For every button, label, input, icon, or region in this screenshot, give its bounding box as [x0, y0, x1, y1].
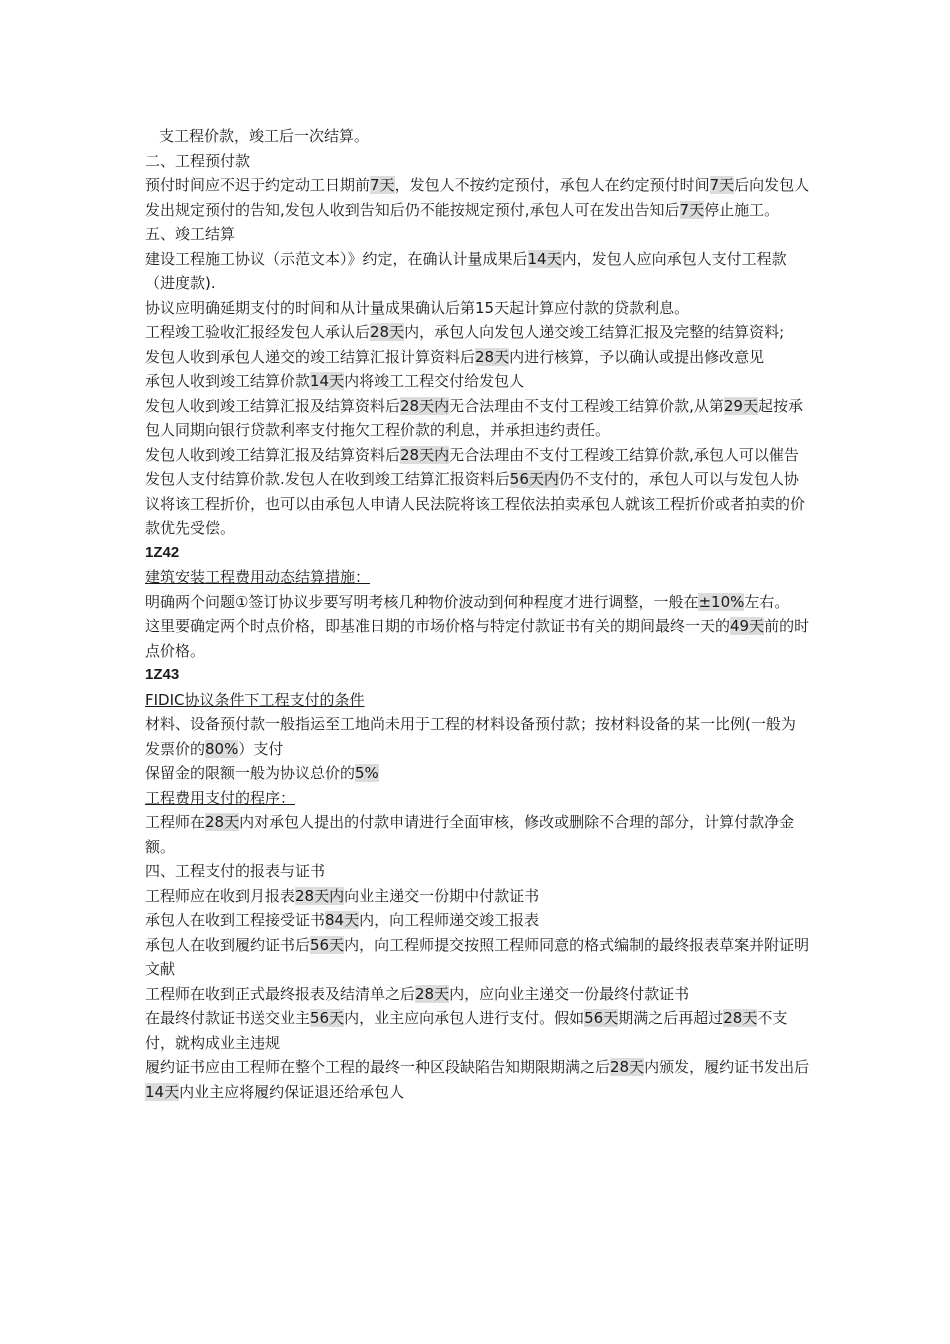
text-run: 预付时间应不迟于约定动工日期前	[145, 176, 371, 194]
subheading-dynamic-settlement: 建筑安装工程费用动态结算措施：	[145, 568, 371, 586]
highlighted-value: 28天内	[400, 445, 450, 464]
highlighted-value: 84天	[325, 911, 360, 929]
text-run: 在最终付款证书送交业主	[145, 1009, 311, 1027]
text-run: 内，向工程师提交按照工程师同意的格式编制的最终报表草案并附证明文献	[145, 935, 810, 978]
section-heading-final-settlement: 五、竣工结算	[145, 225, 236, 243]
highlighted-value: 14天	[310, 372, 345, 390]
text-run: 材料、设备预付款一般指运至工地尚未用于工程的材料设备预付款；按材料设备的某一比例(一般为发票价的	[145, 715, 796, 758]
paragraph	[145, 443, 810, 541]
highlighted-value: 7天	[709, 176, 735, 194]
paragraph	[145, 369, 810, 394]
text-run: 内颁发，履约证书发出后	[644, 1058, 810, 1076]
paragraph	[145, 173, 810, 222]
text-run: ）支付	[238, 739, 284, 758]
highlighted-value: 29天	[723, 396, 758, 415]
highlighted-value: 14天	[145, 1082, 180, 1101]
highlighted-value: 28天	[610, 1058, 645, 1076]
highlighted-value: 28天内	[295, 886, 345, 905]
paragraph	[145, 296, 810, 321]
text-run: 停止施工。	[704, 200, 780, 219]
paragraph	[145, 1006, 810, 1055]
text-run: 保留金的限额一般为协议总价的	[145, 764, 356, 782]
text-run: 内，发包人应向承包人支付工程款（进度款).	[145, 249, 787, 292]
highlighted-value: 28天	[415, 984, 450, 1003]
paragraph	[145, 247, 810, 296]
text-run: 内将竣工工程交付给发包人	[344, 372, 525, 390]
paragraph	[145, 982, 810, 1007]
text-run: 建设工程施工协议（示范文本）》约定，在确认计量成果后	[145, 249, 528, 268]
paragraph	[145, 345, 810, 370]
text-run: 内进行核算，予以确认或提出修改意见	[509, 347, 765, 366]
text-run: 15	[475, 298, 495, 317]
text-run: 内业主应将履约保证退还给承包人	[179, 1082, 405, 1101]
highlighted-value: 7天	[679, 200, 705, 219]
highlighted-value: 28天内	[400, 396, 450, 415]
text-run: 前的时点价格。	[145, 617, 810, 660]
text-run: 内对承包人提出的付款申请进行全面审核，修改或删除不合理的部分，计算付款净金额。	[145, 813, 795, 856]
text-run: 左右。	[744, 592, 790, 611]
text-run: 协议应明确延期支付的时间和从计量成果确认后第	[145, 298, 476, 317]
text-run: 工程师在	[145, 813, 206, 831]
paragraph	[145, 810, 810, 859]
text-run: 发包人收到竣工结算汇报及结算资料后	[145, 396, 401, 415]
text-run: 发包人收到竣工结算汇报及结算资料后	[145, 445, 401, 464]
highlighted-value: 28天	[723, 1009, 758, 1027]
section-heading-reports-certificates: 四、工程支付的报表与证书	[145, 862, 326, 880]
text-run: 承包人在收到工程接受证书	[145, 911, 326, 929]
text-run: 内，业主应向承包人进行支付。假如	[344, 1009, 585, 1027]
highlighted-value: 49天	[730, 617, 765, 635]
paragraph	[145, 590, 810, 615]
paragraph	[145, 320, 810, 345]
section-heading-advance-payment: 二、工程预付款	[145, 151, 251, 170]
highlighted-value: 56天	[584, 1009, 619, 1027]
text-run: 发包人收到承包人递交的竣工结算汇报计算资料后	[145, 347, 476, 366]
text-run: 无合法理由不支付工程竣工结算价款,从第	[449, 396, 724, 415]
text-run: 不支付，就构成业主违规	[145, 1009, 788, 1052]
highlighted-value: 56天	[310, 935, 345, 954]
paragraph	[145, 394, 810, 443]
paragraph	[145, 712, 810, 761]
text-run: 工程竣工验收汇报经发包人承认后	[145, 323, 371, 341]
highlighted-value: 28天	[205, 813, 240, 831]
text-run: 仍不支付的，承包人可以与发包人协议将该工程折价，也可以由承包人申请人民法院将该工程依法拍卖承包人就该工程折价或者拍卖的价款优先受偿。	[145, 470, 806, 537]
paragraph	[145, 933, 810, 982]
highlighted-value: 28天	[370, 323, 405, 341]
text-run: 履约证书应由工程师在整个工程的最终一种区段缺陷告知期限期满之后	[145, 1058, 611, 1076]
paragraph	[145, 908, 810, 933]
text-run: 这里要确定两个时点价格，即基准日期的市场价格与特定付款证书有关的期间最终一天的	[145, 617, 731, 635]
highlighted-value: 5%	[355, 764, 379, 782]
highlighted-value: ±10%	[698, 592, 745, 611]
text-run: 内，向工程师递交竣工报表	[359, 911, 540, 929]
highlighted-value: 56天	[310, 1009, 345, 1027]
subheading-fidic-conditions: FIDIC协议条件下工程支付的条件	[145, 690, 365, 709]
highlighted-value: 80%	[205, 739, 239, 758]
text-run: 起按承包人同期向银行贷款利率支付拖欠工程价款的利息，并承担违约责任。	[145, 396, 803, 439]
highlighted-value: 7天	[370, 176, 395, 194]
paragraph: 支工程价款，竣工后一次结算。	[159, 127, 370, 145]
paragraph	[145, 614, 810, 663]
text-run: 承包人收到竣工结算价款	[145, 372, 311, 390]
highlighted-value: 56天内	[509, 470, 559, 488]
subheading-payment-procedure: 工程费用支付的程序：	[145, 788, 296, 807]
text-run: 内，应向业主递交一份最终付款证书	[449, 984, 690, 1003]
paragraph	[145, 1055, 810, 1104]
text-run: 明确两个问题①签订协议步要写明考核几种物价波动到何种程度才进行调整，一般在	[145, 592, 699, 611]
text-run: 工程师在收到正式最终报表及结清单之后	[145, 984, 416, 1003]
paragraph	[145, 761, 810, 786]
text-run: 承包人在收到履约证书后	[145, 935, 311, 954]
text-run: ，发包人不按约定预付，承包人在约定预付时间	[394, 176, 710, 194]
section-code-1z42: 1Z42	[145, 543, 180, 561]
text-run: 工程师应在收到月报表	[145, 886, 296, 905]
text-run: 期满之后再超过	[618, 1009, 724, 1027]
section-code-1z43: 1Z43	[145, 666, 180, 683]
text-run: 后向发包人发出规定预付的告知,发包人收到告知后仍不能按规定预付,承包人可在发出告知后	[145, 176, 810, 219]
highlighted-value: 28天	[475, 347, 510, 366]
highlighted-value: 14天	[527, 249, 562, 268]
text-run: 天起计算应付款的贷款利息。	[494, 298, 690, 317]
text-run: 向业主递交一份期中付款证书	[344, 886, 540, 905]
text-run: 内，承包人向发包人递交竣工结算汇报及完整的结算资料;	[404, 323, 785, 341]
text-run: 无合法理由不支付工程竣工结算价款,承包人可以催告发包人支付结算价款.发包人在收到竣工结算汇报资料后	[145, 445, 799, 488]
paragraph	[145, 884, 810, 909]
